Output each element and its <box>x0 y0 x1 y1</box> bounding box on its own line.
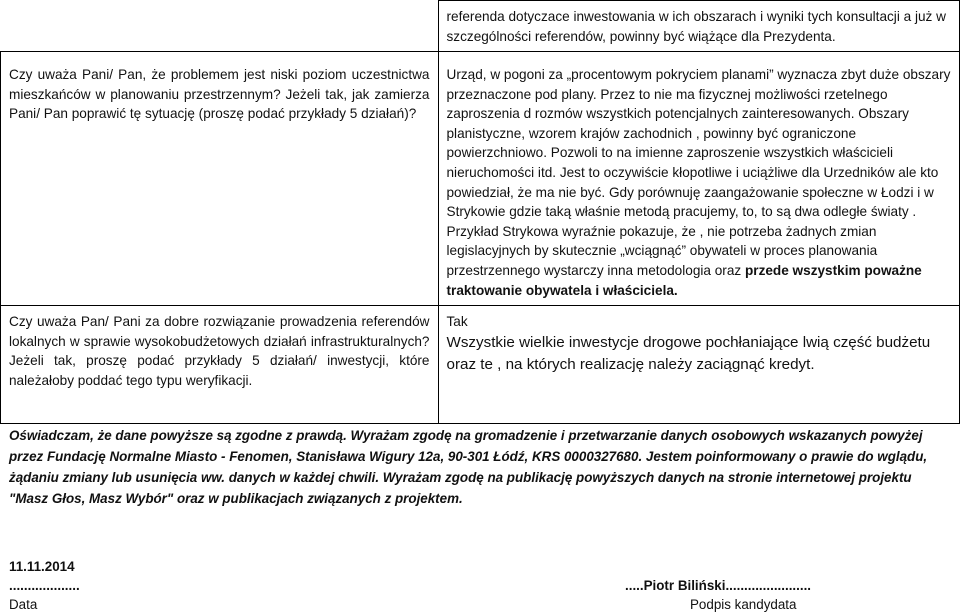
answer-text: Wszystkie wielkie inwestycje drogowe pochłaniające lwią część budżetu oraz te , na których realizację należy zaciągnąć kredyt. <box>446 333 931 373</box>
table-row <box>1 52 960 306</box>
answer-bold-text: przede wszystkim poważne traktowanie obywatela i właściciela. <box>446 262 922 298</box>
date-label: Data <box>9 597 38 612</box>
signature-label: Podpis kandydata <box>690 597 797 612</box>
table-row <box>1 306 960 424</box>
question-text: Czy uważa Pani/ Pan, że problemem jest niski poziom uczestnictwa mieszkańców w planowaniu przestrzennym? Jeżeli tak, jak zamierza Pani/ Pan poprawić tę sytuację (proszę podać przykłady 5 działań)? <box>9 67 430 122</box>
question-cell-empty <box>1 1 439 52</box>
answer-text: Urząd, w pogoni za „procentowym pokryciem planami” wyznacza zbyt duże obszary przeznaczone pod plany. Przez to nie ma fizycznej możliwości rzetelnego zaproszenia d rozmów wszystkich potencjalnych zainteresowanych. Obszary planistyczne, wzorem krajów zachodnich , powinny być ograniczone powierzchniowo. Pozwoli to na imienne zaproszenie wszystkich właścicieli nieruchomości itd. Jest to oczywiście kłopotliwe i uciążliwe dla Urzedników ale kto powiedział, że ma nie być. Gdy porównuję zaangażowanie społeczne w Łodzi i w Strykowie gdzie taką właśnie metodą pracujemy, to, to są dwa odległe światy . Przykład Strykowa wyraźnie pokazuje, że , nie potrzeba żadnych zmian legislacyjnych by skutecznie „wciągnąć” obywateli w proces planowania przestrzennego wystarczy inna metodologia oraz <box>446 67 951 278</box>
answer-cell <box>438 52 960 306</box>
answer-cell <box>438 1 960 52</box>
table-row <box>1 1 960 52</box>
question-cell <box>1 306 439 424</box>
answer-cell <box>438 306 960 424</box>
question-cell <box>1 52 439 306</box>
consent-statement: Oświadczam, że dane powyższe są zgodne z prawdą. Wyrażam zgodę na gromadzenie i przetwarzanie danych osobowych wskazanych powyżej przez Fundację Normalne Miasto - Fenomen, Stanisława Wigury 12a, 90-301 Łódź, KRS 0000327680. Jestem poinformowany o prawie do wglądu, żądaniu zmiany lub usunięcia ww. danych w każdej chwili. Wyrażam zgodę na publikację powyższych danych na stronie internetowej projektu "Masz Głos, Masz Wybór" oraz w publikacjach związanych z projektem. <box>9 428 928 506</box>
question-text: Czy uważa Pan/ Pani za dobre rozwiązanie prowadzenia referendów lokalnych w sprawie wysokobudżetowych działań infrastrukturalnych? Jeżeli tak, proszę podać przykłady 5 działań/ inwestycji, które należałoby poddać tego typu weryfikacji. <box>9 314 430 388</box>
date-dots: ................... <box>9 578 80 593</box>
signature-value: .....Piotr Biliński....................... <box>625 578 812 593</box>
date-value: 11.11.2014 <box>9 559 75 574</box>
answer-text: referenda dotyczace inwestowania w ich obszarach i wyniki tych konsultacji a już w szczególności referendów, powinny być wiążące dla Prezydenta. <box>446 9 946 44</box>
answer-short: Tak <box>446 314 468 329</box>
